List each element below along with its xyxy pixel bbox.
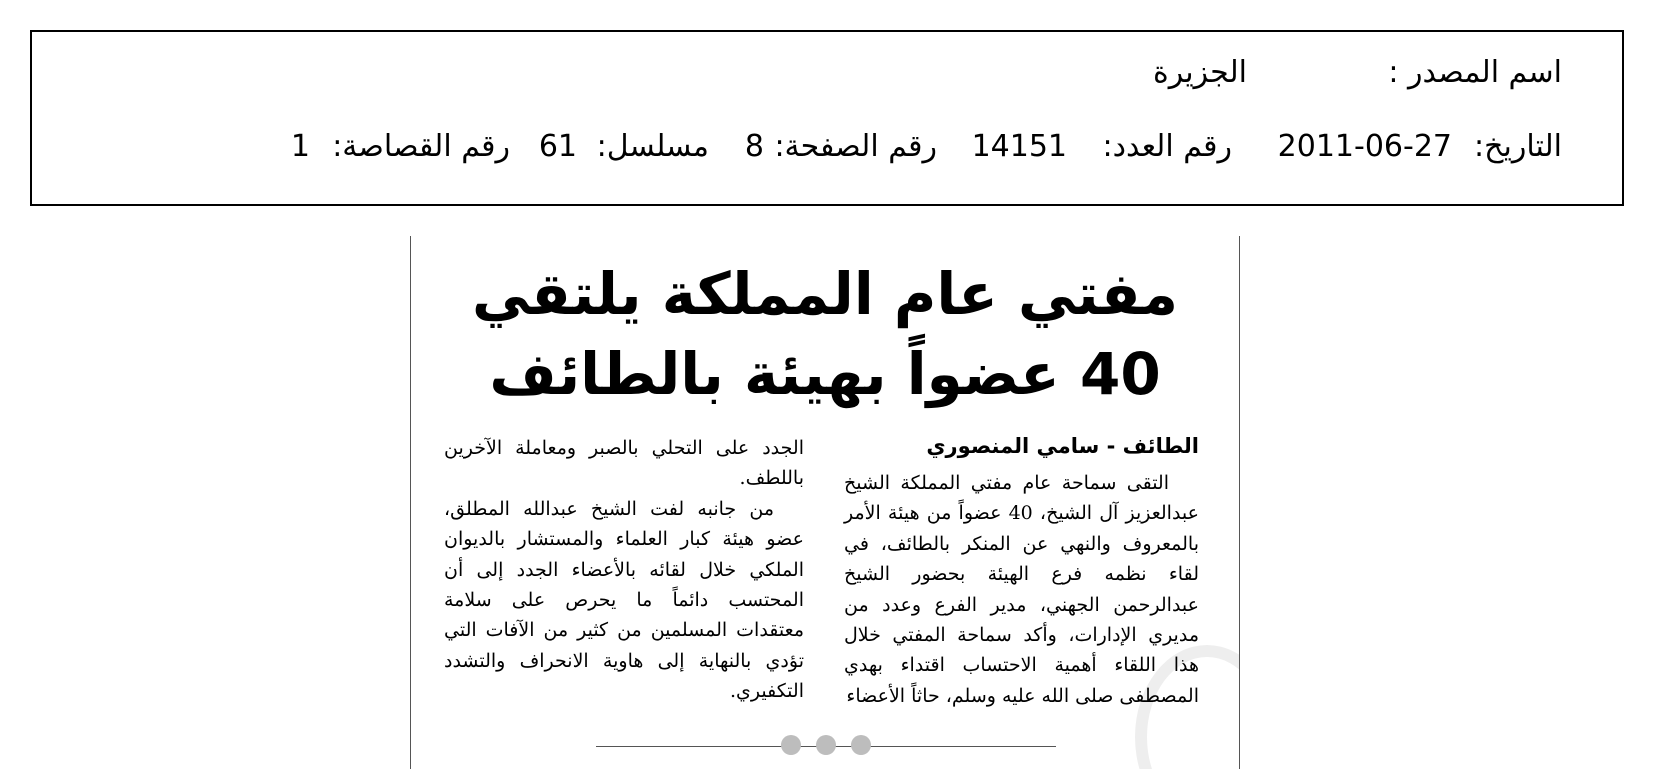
end-marker-dot <box>816 735 836 755</box>
clipping-number-label: رقم القصاصة: <box>332 129 510 164</box>
date-value: 2011-06-27 <box>1277 129 1452 164</box>
article-paragraph-3: من جانبه لفت الشيخ عبدالله المطلق، عضو هيئة كبار العلماء والمستشار بالديوان الملكي خلال لقائه بالأعضاء الجدد إلى أن المحتسب دائماً ما يحرص على سلامة معتقدات المسلمين من كثير من الآفات التي تؤدي بالنهاية إلى هاوية الانحراف والتشدد التكفيري. <box>444 497 804 703</box>
clipping-number-value: 1 <box>290 129 310 164</box>
article-column-left <box>444 433 804 707</box>
source-label: اسم المصدر : <box>1388 55 1562 90</box>
headline-line-2: 40 عضواً بهيئة بالطائف <box>489 340 1161 408</box>
issue-number-label: رقم العدد: <box>1102 129 1232 164</box>
page-number-label: رقم الصفحة: <box>774 129 937 164</box>
metadata-box <box>30 30 1624 206</box>
end-marker-dot <box>851 735 871 755</box>
page-number-value: 8 <box>744 129 764 164</box>
issue-number-value: 14151 <box>971 129 1067 164</box>
article-column-right <box>844 468 1199 711</box>
article-paragraph-1: التقى سماحة عام مفتي المملكة الشيخ عبدالعزيز آل الشيخ، 40 عضواً من هيئة الأمر بالمعروف والنهي عن المنكر بالطائف، في لقاء نظمه فرع الهيئة بحضور الشيخ عبدالرحمن الجهني، مدير الفرع وعدد من مديري الإدارات، وأكد سماحة المفتي خلال هذا اللقاء أهمية الاحتساب اقتداء بهدي المصطفى صلى الله عليه وسلم، حاثاً الأعضاء <box>844 472 1199 707</box>
serial-value: 61 <box>538 129 577 164</box>
headline-line-1: مفتي عام المملكة يلتقي <box>471 260 1179 328</box>
article-paragraph-2: الجدد على التحلي بالصبر ومعاملة الآخرين باللطف. <box>444 437 804 490</box>
article-headline <box>411 254 1239 414</box>
newspaper-clipping <box>410 236 1240 769</box>
source-value: الجزيرة <box>1152 55 1247 90</box>
article-byline: الطائف - سامي المنصوري <box>926 434 1199 458</box>
date-label: التاريخ: <box>1474 129 1562 164</box>
serial-label: مسلسل: <box>596 129 709 164</box>
end-marker-dot <box>781 735 801 755</box>
